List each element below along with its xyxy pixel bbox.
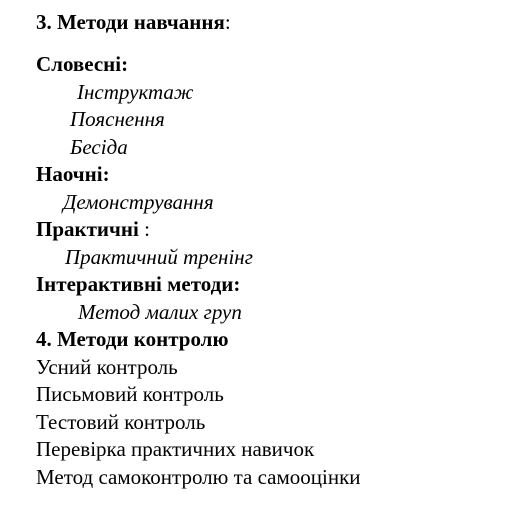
control-item-self-assessment: Метод самоконтролю та самооцінки [36, 465, 361, 489]
verbal-methods-heading: Словесні: [36, 52, 129, 76]
control-item-test: Тестовий контроль [36, 410, 206, 434]
section-3-title: 3. Методи навчання [36, 10, 225, 34]
practical-heading-suffix: : [138, 217, 150, 241]
interactive-methods-heading: Інтерактивні методи: [36, 272, 241, 296]
control-item-oral: Усний контроль [36, 355, 178, 379]
practical-item-training: Практичний тренінг [65, 245, 253, 269]
section-3-heading [36, 9, 231, 35]
control-item-written: Письмовий контроль [36, 382, 224, 406]
verbal-item-explanation: Пояснення [70, 107, 165, 131]
practical-heading-text: Практичні [36, 217, 139, 241]
control-item-practical-skills: Перевірка практичних навичок [36, 437, 315, 461]
interactive-item-small-groups: Метод малих груп [78, 300, 242, 324]
practical-methods-heading [36, 216, 150, 242]
verbal-item-conversation: Бесіда [70, 135, 128, 159]
verbal-item-instruction: Інструктаж [77, 80, 194, 104]
section-3-title-suffix: : [224, 10, 231, 34]
section-4-title: 4. Методи контролю [36, 327, 229, 351]
visual-methods-heading: Наочні: [36, 162, 110, 186]
visual-item-demonstration: Демонстрування [63, 190, 214, 214]
